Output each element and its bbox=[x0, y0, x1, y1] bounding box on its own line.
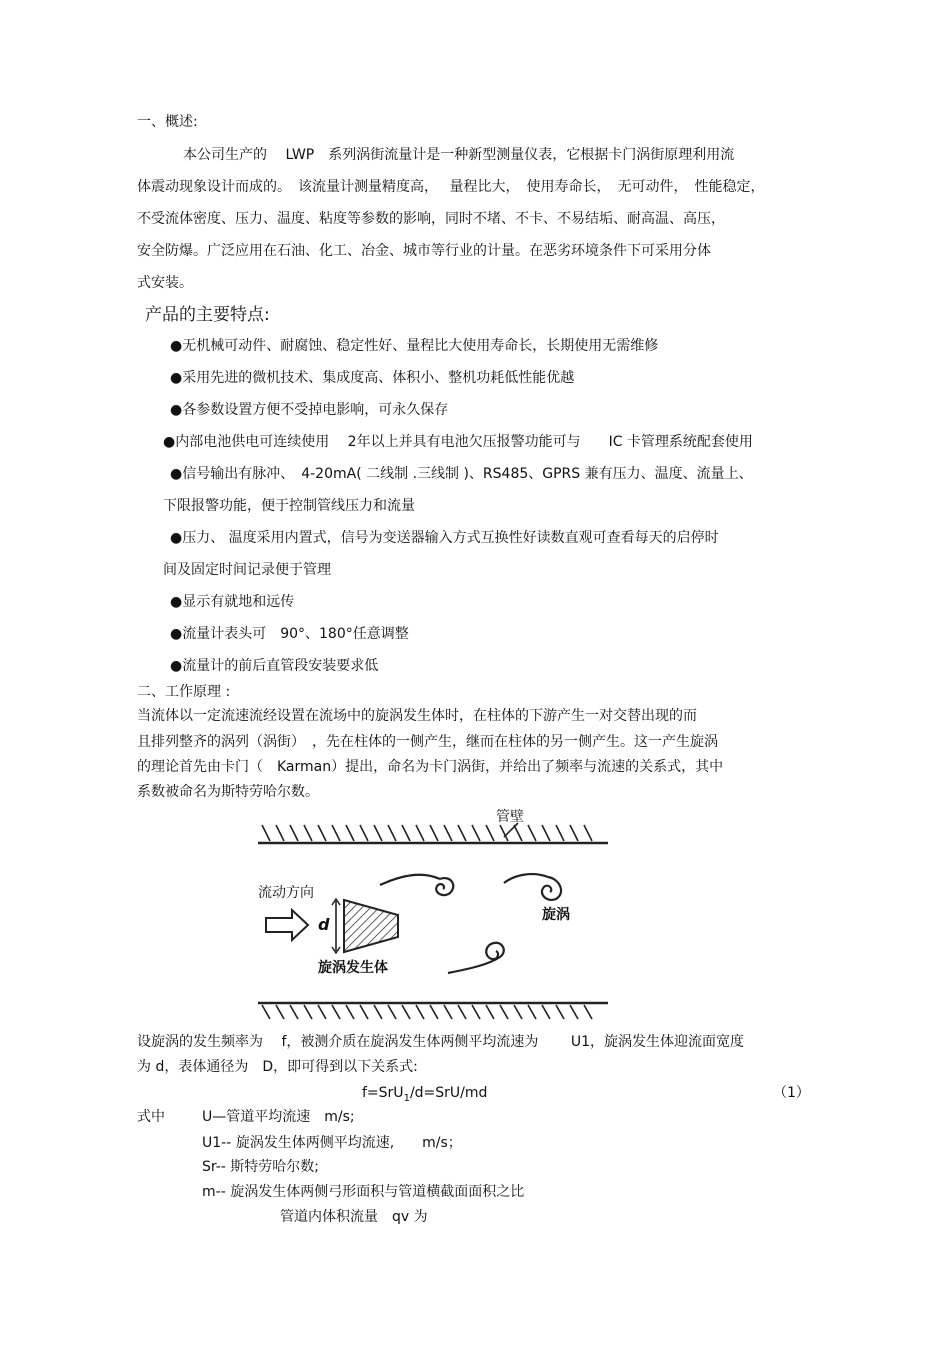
feature-item-5-cont: 下限报警功能，便于控制管线压力和流量 bbox=[163, 498, 415, 514]
variable-sr: Sr-- 斯特劳哈尔数; bbox=[202, 1159, 320, 1175]
principle-line-3: 的理论首先由卡门（ Karman）提出，命名为卡门涡街，并给出了频率与流速的关系式，其中 bbox=[137, 759, 724, 775]
feature-item-6: ●压力、 温度采用内置式，信号为变送器输入方式互换性好读数直观可查看每天的启停时 bbox=[170, 530, 719, 546]
flow-arrow-icon bbox=[266, 910, 308, 940]
where-label: 式中 bbox=[137, 1109, 165, 1125]
section-heading-features: 产品的主要特点: bbox=[145, 305, 270, 325]
principle-line-2: 且排列整齐的涡列（涡街） ，先在柱体的一侧产生，继而在柱体的另一侧产生。这一产生旋涡 bbox=[137, 734, 718, 750]
feature-item-1: ●无机械可动件、耐腐蚀、稳定性好、量程比大使用寿命长，长期使用无需维修 bbox=[170, 338, 659, 354]
feature-item-8: ●流量计表头可 90°、180°任意调整 bbox=[170, 626, 409, 642]
wall-label: 管壁 bbox=[496, 809, 524, 825]
vortex-label: 旋涡 bbox=[542, 907, 570, 923]
vortex-icon bbox=[504, 874, 561, 900]
section-heading-principle: 二、工作原理 : bbox=[137, 684, 231, 700]
equation-1 bbox=[362, 1084, 487, 1108]
equation-part-b: /d=SrU/md bbox=[409, 1085, 488, 1101]
overview-line-5: 式安装。 bbox=[137, 275, 193, 291]
volume-flow-line: 管道内体积流量 qv 为 bbox=[280, 1209, 428, 1225]
formula-intro-line-1: 设旋涡的发生频率为 f，被测介质在旋涡发生体两侧平均流速为 U1，旋涡发生体迎流面宽度 bbox=[137, 1034, 744, 1050]
feature-item-3: ●各参数设置方便不受掉电影响，可永久保存 bbox=[170, 402, 449, 418]
d-label: d bbox=[318, 915, 330, 934]
feature-item-4: ●内部电池供电可连续使用 2年以上并具有电池欠压报警功能可与 IC 卡管理系统配套使用 bbox=[163, 434, 753, 450]
variable-u: U—管道平均流速 m/s; bbox=[202, 1109, 355, 1125]
feature-item-6-cont: 间及固定时间记录便于管理 bbox=[163, 562, 331, 578]
formula-intro-line-2: 为 d，表体通径为 D，即可得到以下关系式: bbox=[137, 1059, 418, 1075]
generator-label: 旋涡发生体 bbox=[318, 960, 388, 976]
pipe-wall-bottom bbox=[258, 1003, 608, 1019]
equation-part-a: f=SrU bbox=[362, 1085, 404, 1101]
vortex-icon bbox=[380, 875, 453, 895]
principle-line-1: 当流体以一定流速流经设置在流场中的旋涡发生体时，在柱体的下游产生一对交替出现的而 bbox=[137, 708, 697, 724]
overview-line-2: 体震动现象设计而成的。 该流量计测量精度高， 量程比大， 使用寿命长， 无可动件， 性能稳定， bbox=[137, 179, 765, 195]
vortex-icon bbox=[448, 943, 504, 973]
overview-line-1: 本公司生产的 LWP 系列涡街流量计是一种新型测量仪表，它根据卡门涡街原理利用流 bbox=[183, 147, 735, 163]
pipe-wall-top bbox=[258, 825, 608, 843]
karman-vortex-diagram bbox=[252, 805, 612, 1020]
overview-line-3: 不受流体密度、压力、温度、粘度等参数的影响，同时不堵、不卡、不易结垢、耐高温、高压， bbox=[137, 211, 725, 227]
principle-line-4: 系数被命名为斯特劳哈尔数。 bbox=[137, 784, 319, 800]
feature-item-9: ●流量计的前后直管段安装要求低 bbox=[170, 658, 379, 674]
equation-subscript: 1 bbox=[403, 1092, 410, 1104]
feature-item-7: ●显示有就地和远传 bbox=[170, 594, 295, 610]
variable-m: m-- 旋涡发生体两侧弓形面积与管道横截面面积之比 bbox=[202, 1184, 525, 1200]
flow-direction-label: 流动方向 bbox=[258, 885, 314, 901]
variable-u1: U1-- 旋涡发生体两侧平均流速, m/s； bbox=[202, 1135, 462, 1151]
overview-line-4: 安全防爆。广泛应用在石油、化工、冶金、城市等行业的计量。在恶劣环境条件下可采用分体 bbox=[137, 243, 711, 259]
feature-item-5: ●信号输出有脉冲、 4-20mA( 二线制 .三线制 )、RS485、GPRS 兼有压力、温度、流量上、 bbox=[170, 466, 753, 482]
section-heading-overview: 一、概述: bbox=[137, 114, 198, 130]
equation-number: （1） bbox=[773, 1085, 810, 1101]
feature-item-2: ●采用先进的微机技术、集成度高、体积小、整机功耗低性能优越 bbox=[170, 370, 575, 386]
vortex-generator-body bbox=[344, 900, 398, 952]
